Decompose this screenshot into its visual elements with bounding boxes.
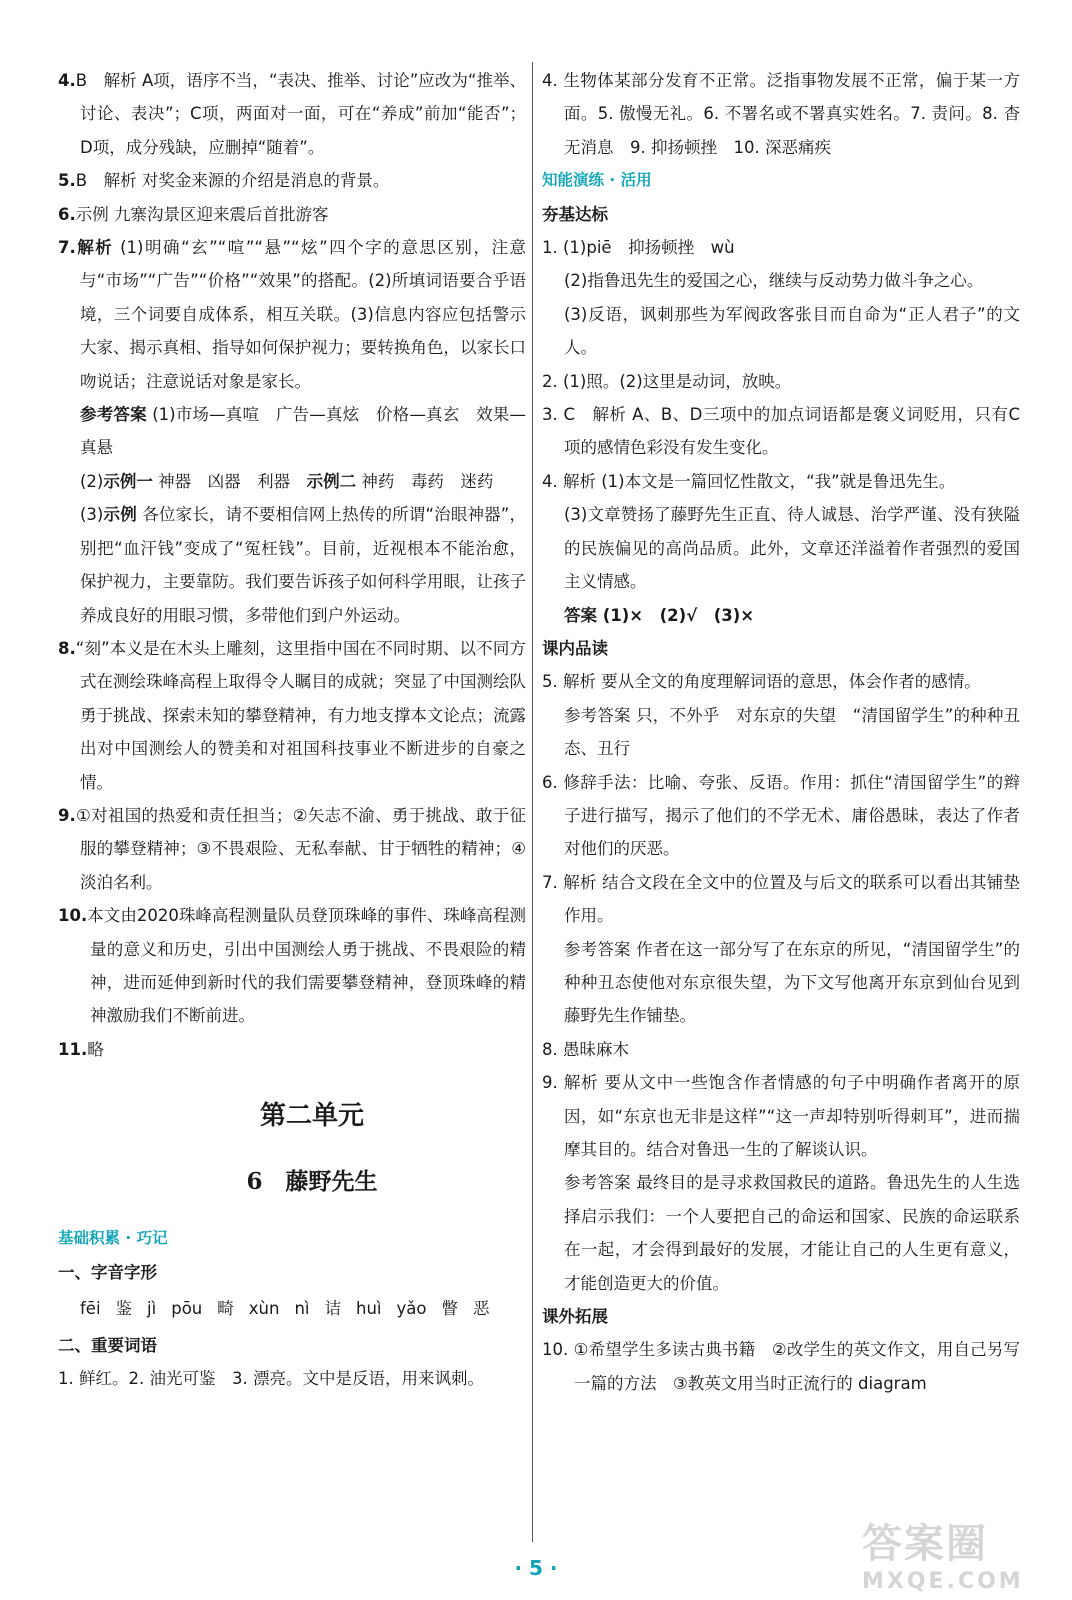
answer-11: 11.略	[58, 1039, 104, 1059]
pinyin-row	[58, 1289, 526, 1329]
answer-7-part3: (3)示例 各位家长，请不要相信网上热传的所谓“治眼神器”，别把“血汗钱”变成了“冤枉钱”。目前，近视根本不能治愈，保护视力，主要靠防。我们要告诉孩子如何科学用眼，让孩子养成良好的用眼习惯，多带他们到户外运动。	[80, 505, 526, 625]
right-column	[542, 64, 1020, 1400]
column-divider	[532, 62, 533, 1542]
subheading-in-class: 课内品读	[542, 638, 608, 658]
lesson-title: 6 藤野先生	[246, 1168, 378, 1196]
unit-title: 第二单元	[259, 1101, 364, 1132]
practice-6: 6. 修辞手法：比喻、夸张、反语。作用：抓住“清国留学生”的辫子进行描写，揭示了他们的不学无术、庸俗愚昧，表达了作者对他们的厌恶。	[542, 772, 1020, 859]
practice-2: 2. (1)照。(2)这里是动词，放映。	[542, 371, 792, 391]
practice-5: 5. 解析 要从全文的角度理解词语的意思，体会作者的感情。	[542, 672, 981, 692]
pinyin-item: fēi	[80, 1299, 101, 1318]
answer-6: 6.示例 九寨沟景区迎来震后首批游客	[58, 204, 329, 224]
watermark-logo	[862, 1512, 1052, 1592]
pinyin-item: yǎo	[396, 1299, 427, 1318]
answer-8: 8.“刻”本义是在木头上雕刻，这里指中国在不同时期、以不同方式在测绘珠峰高程上取得令人瞩目的成就；突显了中国测绘队勇于挑战、探索未知的攀登精神，有力地支撑本文论点；流露出对中国测绘人的赞美和对祖国科技事业不断进步的自豪之情。	[58, 638, 526, 792]
practice-5-answer: 参考答案 只，不外乎 对东京的失望 “清国留学生”的种种丑态、丑行	[564, 705, 1020, 759]
pinyin-item: 恶	[472, 1299, 490, 1318]
answer-4: 4.B 解析 A项，语序不当，“表决、推举、讨论”应改为“推举、讨论、表决”；C项，两面对一面，可在“养成”前加“能否”；D项，成分残缺，应删掉“随着”。	[58, 71, 526, 157]
subheading-foundation: 夯基达标	[542, 204, 608, 224]
practice-1: 1. (1)piē 抑扬顿挫 wù	[542, 238, 735, 258]
pinyin-item: 鉴	[115, 1299, 133, 1318]
pinyin-item: jì	[147, 1299, 157, 1318]
practice-9: 9. 解析 要从文中一些饱含作者情感的句子中明确作者离开的原因，如“东京也无非是这样”“这一声却特别听得刺耳”，进而揣摩其目的。结合对鲁迅一生的了解谈认识。	[542, 1073, 1020, 1159]
practice-8: 8. 愚昧麻木	[542, 1039, 629, 1059]
section-basic: 基础积累 · 巧记	[58, 1229, 168, 1248]
practice-4-part3: (3)文章赞扬了藤野先生正直、待人诚恳、治学严谨、没有狭隘的民族偏见的高尚品质。此外，文章还洋溢着作者强烈的爱国主义情感。	[564, 505, 1020, 592]
watermark-text: 答案圈	[862, 1521, 988, 1567]
vocab-continued: 4. 生物体某部分发育不正常。泛指事物发展不正常，偏于某一方面。5. 傲慢无礼。6. 不署名或不署真实姓名。7. 责问。8. 杳无消息 9. 抑扬顿挫 10. 深恶痛疾	[542, 71, 1020, 157]
answer-7: 7.解析 (1)明确“玄”“喧”“悬”“炫”四个字的意思区别，注意与“市场”“广告”“价格”“效果”的搭配。(2)所填词语要合乎语境，三个词要自成体系，相互关联。(3)信息内容应包括警示大家、揭示真相、指导如何保护视力；要转换角色，以家长口吻说话；注意说话对象是家长。	[58, 238, 527, 391]
watermark-url: MXQE.COM	[862, 1569, 1024, 1594]
practice-1-part3: (3)反语，讽刺那些为军阀政客张目而自命为“正人君子”的文人。	[564, 304, 1020, 358]
practice-4: 4. 解析 (1)本文是一篇回忆性散文，“我”就是鲁迅先生。	[542, 471, 956, 491]
page-number: · 5 ·	[514, 1556, 558, 1580]
answer-7-part2: (2)示例一 神器 凶器 利器 示例二 神药 毒药 迷药	[80, 471, 494, 491]
pinyin-item: 瞥	[441, 1299, 458, 1318]
answer-7-reference: 参考答案 (1)市场—真喧 广告—真炫 价格—真玄 效果—真悬	[80, 405, 526, 458]
left-column	[58, 64, 526, 1396]
practice-7-answer: 参考答案 作者在这一部分写了在东京的所见，“清国留学生”的种种丑态使他对东京很失望，为下文写他离开东京到仙台见到藤野先生作铺垫。	[564, 939, 1020, 1026]
practice-4-answer: 答案 (1)× (2)√ (3)×	[564, 605, 755, 625]
pinyin-item: xùn	[248, 1299, 280, 1318]
practice-10: 10. ①希望学生多读古典书籍 ②改学生的英文作文，用自己另写一篇的方法 ③教英文用当时正流行的 diagram	[542, 1340, 1020, 1393]
pinyin-item: 畸	[217, 1299, 234, 1318]
vocab-line: 1. 鲜红。2. 油光可鉴 3. 漂亮。文中是反语，用来讽刺。	[58, 1369, 484, 1389]
subheading-extension: 课外拓展	[542, 1307, 608, 1327]
answer-10: 10.本文由2020珠峰高程测量队员登顶珠峰的事件、珠峰高程测量的意义和历史，引出中国测绘人勇于挑战、不畏艰险的精神，进而延伸到新时代的我们需要攀登精神，登顶珠峰的精神激励我们不断前进。	[58, 906, 526, 1026]
answer-5: 5.B 解析 对奖金来源的介绍是消息的背景。	[58, 171, 390, 191]
pinyin-item: huì	[355, 1299, 382, 1318]
pinyin-item: pōu	[171, 1299, 203, 1318]
pinyin-item: nì	[294, 1299, 310, 1318]
subheading-pronunciation: 一、字音字形	[58, 1262, 157, 1282]
answer-9: 9.①对祖国的热爱和责任担当；②矢志不渝、勇于挑战、敢于征服的攀登精神；③不畏艰险、无私奉献、甘于牺牲的精神；④淡泊名利。	[58, 805, 526, 892]
pinyin-item: 诘	[324, 1299, 341, 1318]
practice-3: 3. C 解析 A、B、D三项中的加点词语都是褒义词贬用，只有C项的感情色彩没有发生变化。	[542, 405, 1020, 458]
practice-7: 7. 解析 结合文段在全文中的位置及与后文的联系可以看出其铺垫作用。	[542, 872, 1020, 926]
section-practice: 知能演练 · 活用	[542, 171, 652, 190]
practice-1-part2: (2)指鲁迅先生的爱国之心，继续与反动势力做斗争之心。	[564, 271, 984, 291]
practice-9-answer: 参考答案 最终目的是寻求救国救民的道路。鲁迅先生的人生选择启示我们：一个人要把自己的命运和国家、民族的命运联系在一起，才会得到最好的发展，才能让自己的人生更有意义，才能创造更大的价值。	[564, 1173, 1020, 1293]
subheading-vocabulary: 二、重要词语	[58, 1336, 157, 1355]
